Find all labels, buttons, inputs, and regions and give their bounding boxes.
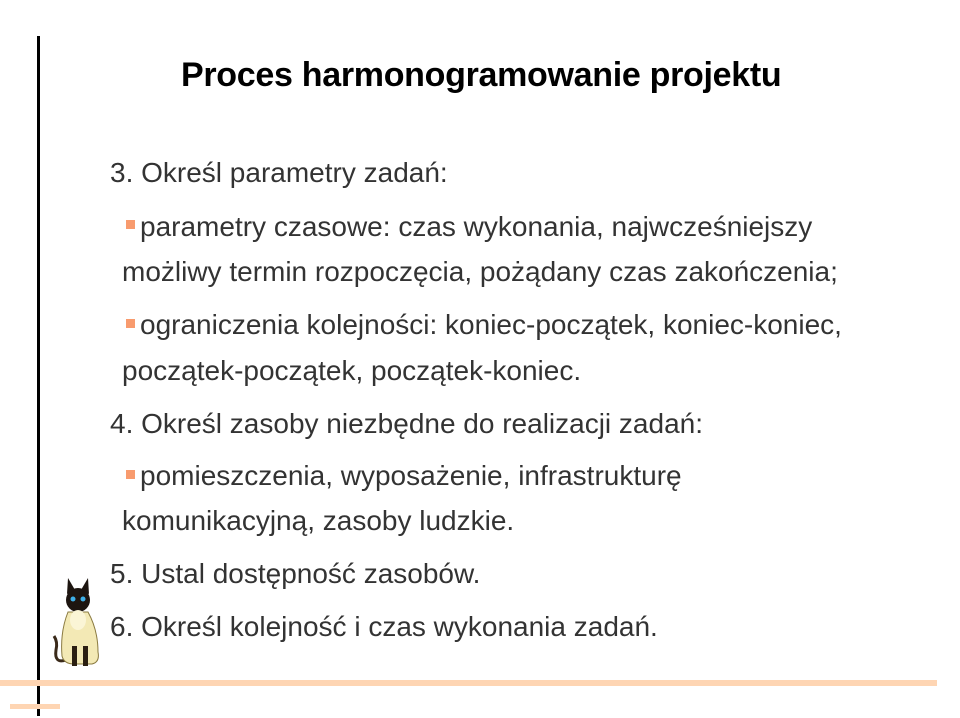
page-title: Proces harmonogramowanie projektu	[181, 56, 782, 94]
bottom-accent-bar	[0, 680, 937, 686]
step-3-bullet-1-line-2: możliwy termin rozpoczęcia, pożądany czas zakończenia;	[122, 256, 838, 287]
step-4-bullet-1-line-2: komunikacyjną, zasoby ludzkie.	[122, 505, 515, 536]
step-3-bullet-2-line-2: początek-początek, początek-koniec.	[122, 355, 582, 386]
step-4-bullet-1-line-1: pomieszczenia, wyposażenie, infrastrukturę	[140, 460, 682, 491]
step-5-heading: 5. Ustal dostępność zasobów.	[110, 558, 481, 589]
step-3-heading: 3. Określ parametry zadań:	[110, 157, 448, 188]
bullet-icon	[126, 319, 135, 328]
step-6-heading: 6. Określ kolejność i czas wykonania zadań.	[110, 611, 658, 642]
vertical-divider	[37, 36, 40, 716]
step-4-heading: 4. Określ zasoby niezbędne do realizacji zadań:	[110, 408, 704, 439]
sidebar-footer-text: ZPI 2008 ©W.Suslow	[13, 63, 30, 215]
bottom-accent-bar-small	[10, 704, 60, 709]
bullet-icon	[126, 470, 135, 479]
cat-icon	[48, 572, 108, 672]
step-3-bullet-1-line-1: parametry czasowe: czas wykonania, najwcześniejszy	[140, 211, 813, 242]
bullet-icon	[126, 220, 135, 229]
step-3-bullet-2-line-1: ograniczenia kolejności: koniec-początek, koniec-koniec,	[140, 309, 842, 340]
